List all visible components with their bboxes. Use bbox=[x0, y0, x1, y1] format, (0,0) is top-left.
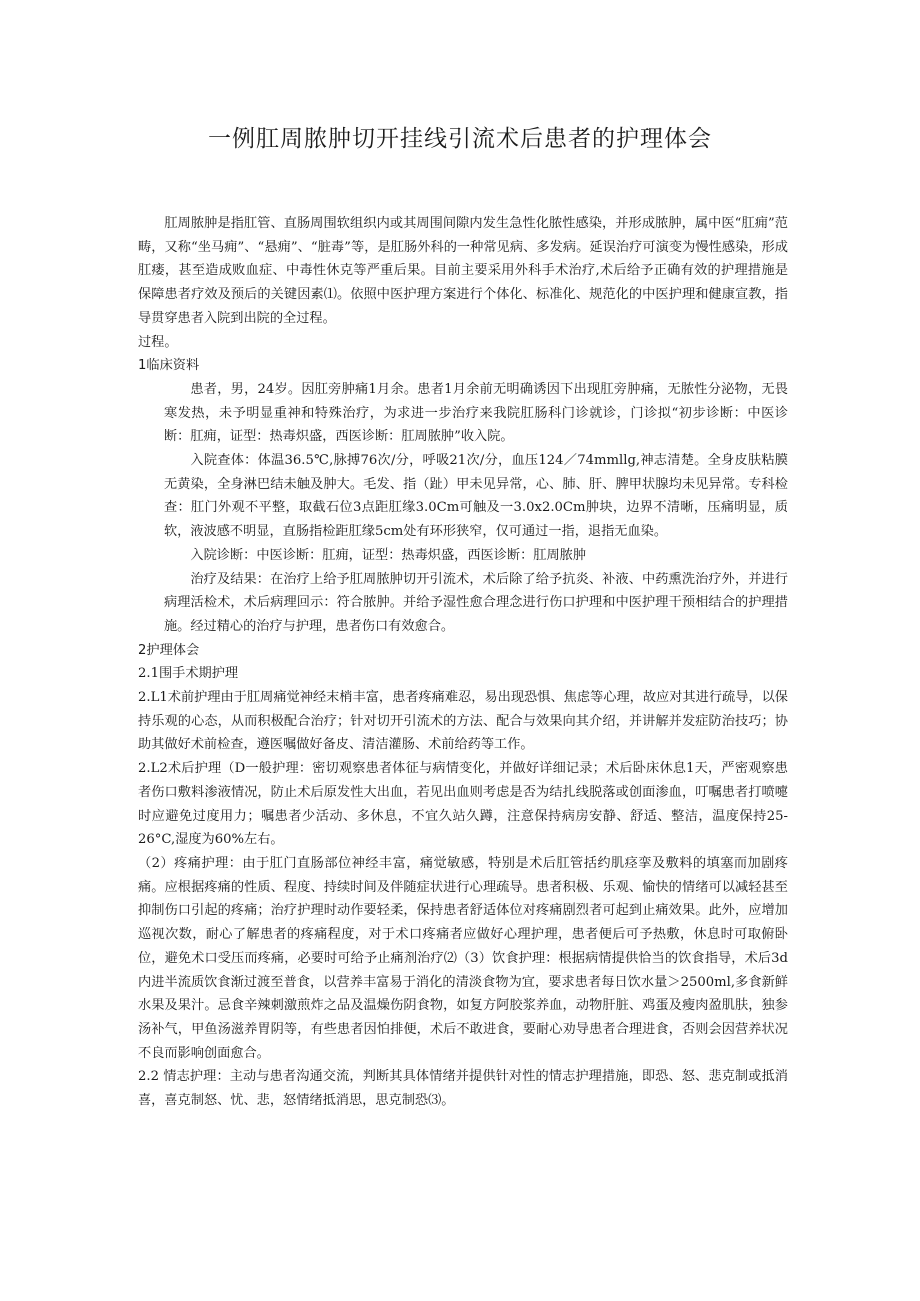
pain-diet-care-paragraph: （2）疼痛护理：由于肛门直肠部位神经丰富，痛觉敏感，特别是术后肛管括约肌痉挛及敷料的填塞而加剧疼痛。应根据疼痛的性质、程度、持续时间及伴随症状进行心理疏导。患者积极、乐观、愉快的情绪可以减轻甚至抑制伤口引起的疼痛；治疗护理时动作要轻柔，保持患者舒适体位对疼痛剧烈者可起到止痛效果。此外，应增加巡视次数，耐心了解患者的疼痛程度，对于术口疼痛者应做好心理护理，患者便后可予热敷，休息时可取俯卧位，避免术口受压而疼痛，必要时可给予止痛剂治疗⑵（3）饮食护理：根据病情提供恰当的饮食指导，术后3d内进半流质饮食渐过渡至普食，以营养丰富易于消化的清淡食物为宜，要求患者每日饮水量＞2500ml,多食新鲜水果及果汁。忌食辛辣刺激煎炸之品及温燥伤阴食物，如复方阿胶浆养血，动物肝脏、鸡蛋及瘦肉盈肌肤，独参汤补气，甲鱼汤滋养胃阴等，有些患者因怕排便，术后不敢进食，要耐心劝导患者合理进食，否则会因营养状况不良而影响创面愈合。 bbox=[138, 855, 788, 1061]
admission-exam-paragraph: 入院查体：体温36.5℃,脉搏76次/分，呼吸21次/分，血压124／74mmllg,神志清楚。全身皮肤粘膜无黄染，全身淋巴结未触及肿大。毛发、指（趾）甲未见异常，心、肺、肝、脾甲状腺均未见异常。专科检查：肛门外观不平整，取截石位3点距肛缘3.0Cm可触及一3.0x2.0Cm肿块，边界不清晰，压痛明显，质软，液波感不明显，直肠指检距肛缘5cm处有环形狭窄，仅可通过一指，退指无血染。 bbox=[164, 453, 788, 540]
treatment-result-paragraph: 治疗及结果：在治疗上给予肛周脓肿切开引流术，术后除了给予抗炎、补液、中药熏洗治疗外，并进行病理活检术，术后病理回示：符合脓肿。并给予湿性愈合理念进行伤口护理和中医护理干预相结合的护理措施。经过精心的治疗与护理，患者伤口有效愈合。 bbox=[164, 571, 788, 634]
preop-care-paragraph: 2.L1术前护理由于肛周痛觉神经末梢丰富，患者疼痛难忍，易出现恐惧、焦虑等心理，故应对其进行疏导，以保持乐观的心态，从而积极配合治疗；针对切开引流术的方法、配合与效果向其介绍，并讲解并发症防治技巧；协助其做好术前检查，遵医嘱做好备皮、清洁灌肠、术前给药等工作。 bbox=[138, 690, 788, 753]
postop-care-paragraph: 2.L2术后护理（D一般护理：密切观察患者体征与病情变化，并做好详细记录；术后卧床休息1天，严密观察患者伤口敷料渗液情况，防止术后原发性大出血，若见出血则考虑是否为结扎线脱落或创面渗血，叮嘱患者打喷嚏时应避免过度用力；嘱患者少活动、多休息，不宜久站久蹲，注意保持病房安静、舒适、整洁，温度保持25-26°C,湿度为60%左右。 bbox=[138, 761, 788, 848]
document-title: 一例肛周脓肿切开挂线引流术后患者的护理体会 bbox=[208, 126, 712, 152]
emotional-care-paragraph: 2.2 情志护理：主动与患者沟通交流，判断其具体情绪并提供针对性的情志护理措施，即恐、怒、悲克制或抵消喜，喜克制怒、忧、悲，怒情绪抵消思，思克制恐⑶。 bbox=[138, 1069, 788, 1109]
admission-diagnosis-paragraph: 入院诊断：中医诊断：肛痈，证型：热毒炽盛，西医诊断：肛周脓肿 bbox=[190, 547, 587, 563]
intro-paragraph: 肛周脓肿是指肛管、直肠周围软组织内或其周围间隙内发生急性化脓性感染，并形成脓肿，属中医“肛痈”范畴，又称“坐马痈”、“悬痈”、“脏毒”等，是肛肠外科的一种常见病、多发病。延误治疗可演变为慢性感染，形成肛瘘，甚至造成败血症、中毒性休克等严重后果。目前主要采用外科手术治疗,术后给予正确有效的护理措施是保障患者疗效及预后的关键因素⑴。依照中医护理方案进行个体化、标准化、规范化的中医护理和健康宣教，指导贯穿患者入院到出院的全过程。 bbox=[138, 216, 788, 326]
section-1-heading: 1临床资料 bbox=[138, 358, 200, 374]
subsection-2-1-heading: 2.1围手术期护理 bbox=[138, 666, 239, 682]
case-history-paragraph: 患者，男，24岁。因肛旁肿痛1月余。患者1月余前无明确诱因下出现肛旁肿痛，无脓性分泌物，无畏寒发热，未予明显重神和特殊治疗，为求进一步治疗来我院肛肠科门诊就诊，门诊拟“初步诊断：中医诊断：肛痈，证型：热毒炽盛，西医诊断：肛周脓肿”收入院。 bbox=[164, 381, 788, 445]
document-body bbox=[138, 212, 788, 1113]
process-line: 过程。 bbox=[138, 334, 178, 350]
section-2-heading: 2护理体会 bbox=[138, 642, 200, 658]
